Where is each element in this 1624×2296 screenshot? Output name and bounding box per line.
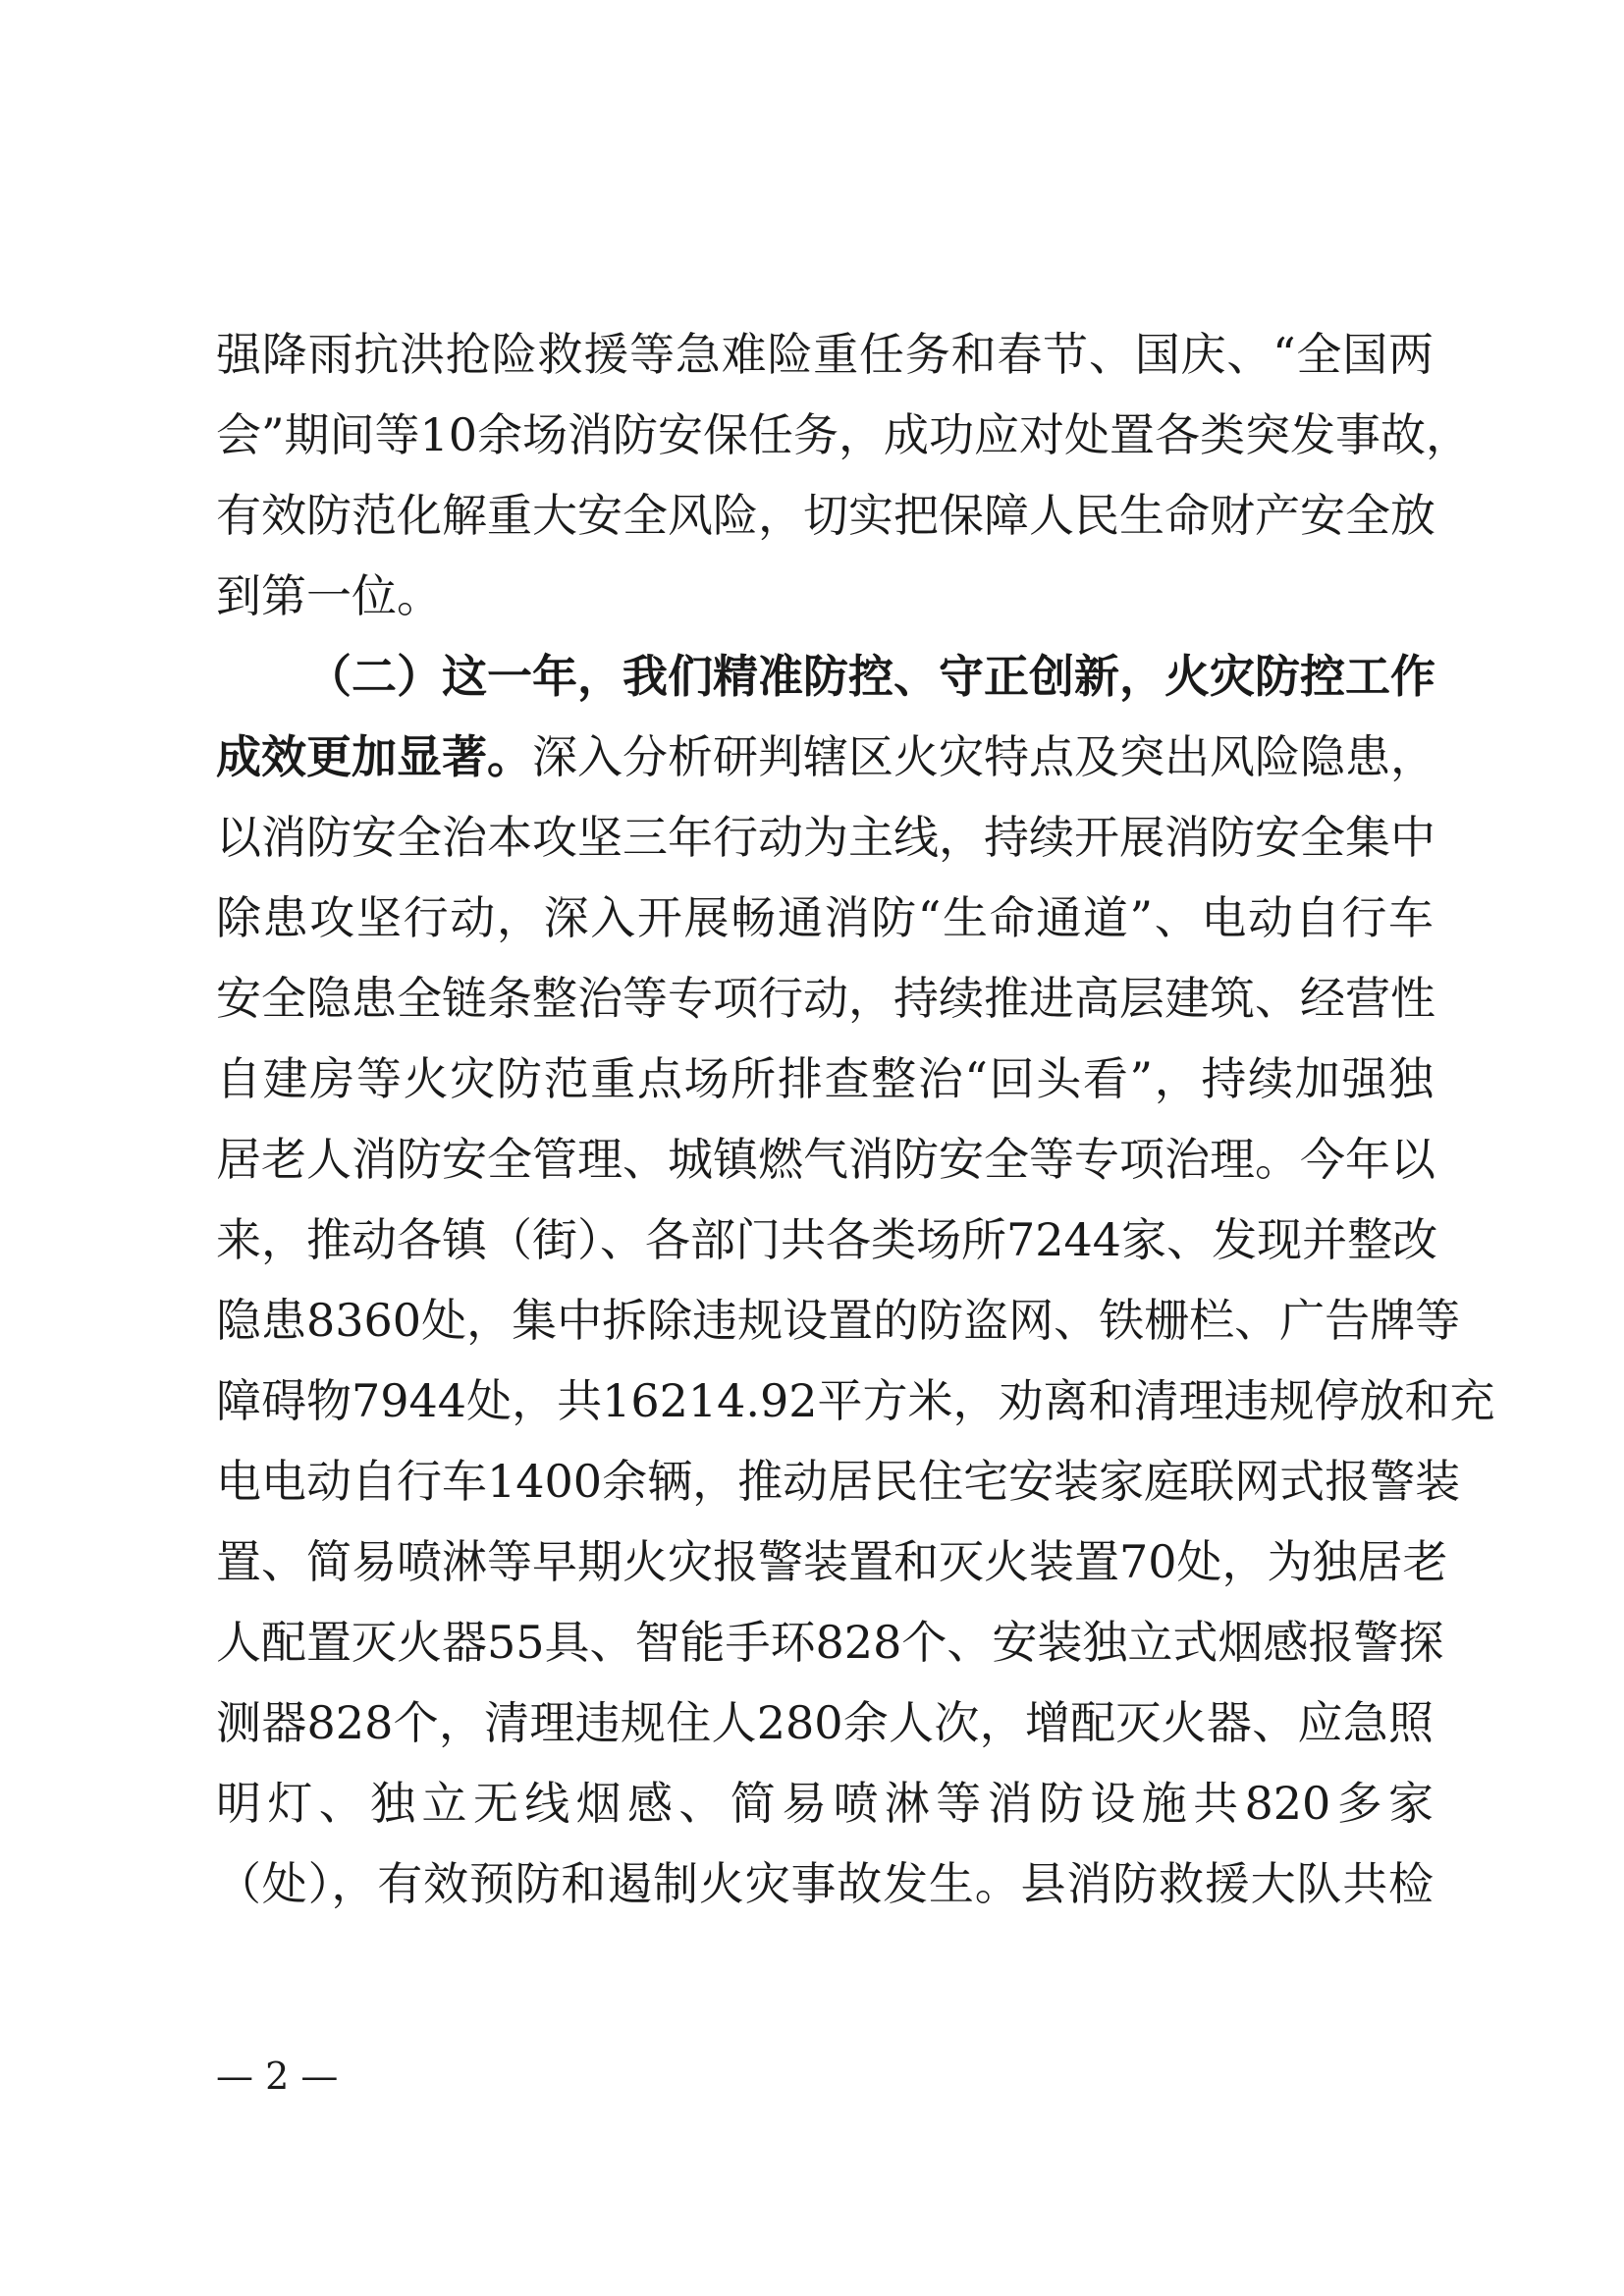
body-line: 以消防安全治本攻坚三年行动为主线，持续开展消防安全集中 xyxy=(216,811,1435,864)
body-line: 有效防范化解重大安全风险，切实把保障人民生命财产安全放 xyxy=(216,489,1435,542)
body-text: 深入分析研判辖区火灾特点及突出风险隐患， xyxy=(532,730,1435,783)
body-line: （处），有效预防和遏制火灾事故发生。县消防救援大队共检 xyxy=(216,1857,1434,1910)
section-heading-end: 成效更加显著。 xyxy=(216,730,532,783)
body-line: 电电动自行车1400余辆，推动居民住宅安装家庭联网式报警装 xyxy=(216,1455,1461,1508)
body-line: 强降雨抗洪抢险救援等急难险重任务和春节、国庆、“全国两 xyxy=(216,328,1434,381)
body-line: 除患攻坚行动，深入开展畅通消防“生命通道”、电动自行车 xyxy=(216,891,1434,944)
body-line: 来，推动各镇（街）、各部门共各类场所7244家、发现并整改 xyxy=(216,1213,1438,1266)
body-line: 置、简易喷淋等早期火灾报警装置和灭火装置70处，为独居老 xyxy=(216,1535,1448,1588)
page-number: — 2 — xyxy=(216,2055,339,2098)
section-heading: （二）这一年，我们精准防控、守正创新，火灾防控工作 xyxy=(306,650,1435,703)
body-line: 自建房等火灾防范重点场所排查整治“回头看”，持续加强独 xyxy=(216,1052,1434,1105)
body-line: 隐患8360处，集中拆除违规设置的防盗网、铁栅栏、广告牌等 xyxy=(216,1294,1461,1347)
body-line: 会”期间等10余场消防安保任务，成功应对处置各类突发事故， xyxy=(216,408,1472,461)
body-line: 人配置灭火器55具、智能手环828个、安装独立式烟感报警探 xyxy=(216,1616,1444,1669)
body-line: 居老人消防安全管理、城镇燃气消防安全等专项治理。今年以 xyxy=(216,1133,1435,1186)
body-line: 到第一位。 xyxy=(216,569,442,622)
body-line: 明灯、独立无线烟感、简易喷淋等消防设施共820多家 xyxy=(216,1777,1434,1830)
body-line: 障碍物7944处，共16214.92平方米，劝离和清理违规停放和充 xyxy=(216,1374,1495,1427)
body-line-with-heading xyxy=(216,717,1434,797)
body-line: 测器828个，清理违规住人280余人次，增配灭火器、应急照 xyxy=(216,1696,1434,1749)
document-body xyxy=(216,314,1495,1924)
body-line: 安全隐患全链条整治等专项行动，持续推进高层建筑、经营性 xyxy=(216,972,1435,1025)
